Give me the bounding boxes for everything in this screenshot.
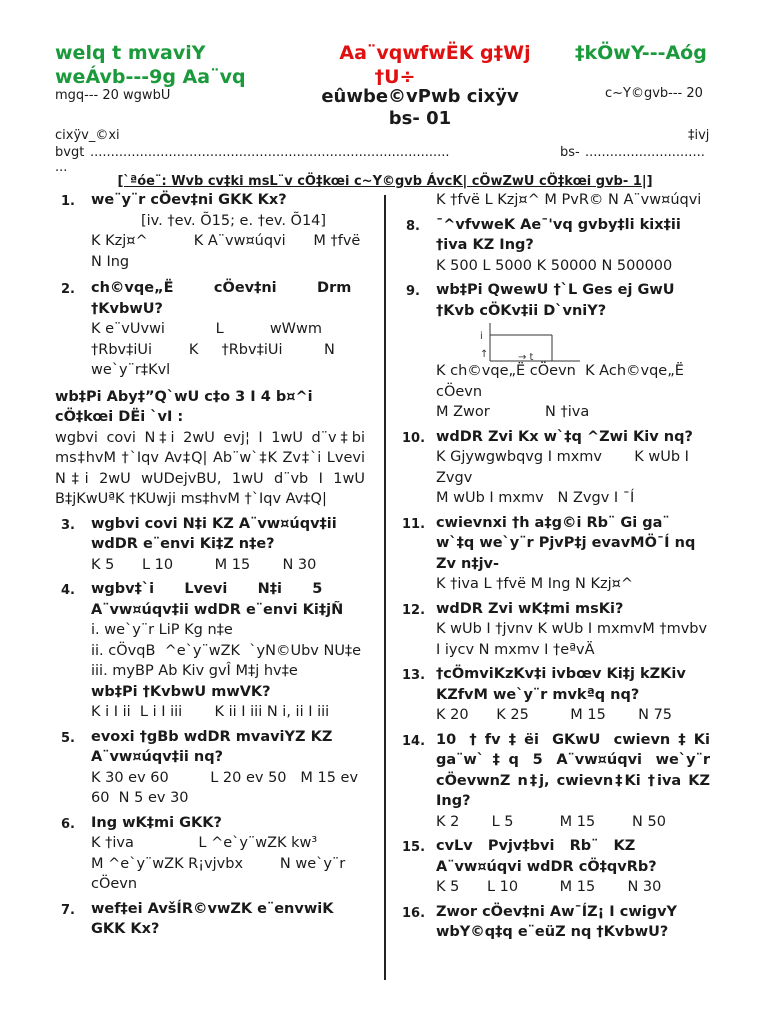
graph-y-arrow: ↑ xyxy=(480,349,489,360)
question-16: 16. Zwor cÖev‡ni Aw¯ÍZ¡ I cwigvY wbY©q‡q e¨eüZ nq †KvbwU? xyxy=(402,903,678,940)
header-time: mgq--- 20 wgwbU xyxy=(55,88,171,103)
instruction-text: [`ªóe¨: Wvb cv‡ki msL¨v cÖ‡kœi c~Y©gvb ÁvcK| cÖwZwU cÖ‡kœi gvb- 1|] xyxy=(117,174,653,189)
question-9: 9. wb‡Pi QwewU †`L Ges ej GwU †Kvb cÖKv‡ii D`vniY? xyxy=(406,282,675,319)
header-full-marks: c~Y©gvb--- 20 xyxy=(605,86,703,101)
question-11: 11. cwievnxi †h a‡g©i Rb¨ Gi ga¨ w`‡q we`y¨r PjvP‡j evavMÖ¯Í nq Zv n‡jv- K †iva L †fvë M Ing N Kzj¤^ xyxy=(402,514,696,592)
question-5: 5. evoxi †gBb wdDR mvaviYZ KZ A¨vw¤úqv‡ii nq? K 30 ev 60 L 20 ev 50 M 15 ev 60 N 5 ev 30 xyxy=(61,728,363,806)
header-left-line1: welq t mvaviY xyxy=(55,42,206,64)
number-label: bs- xyxy=(560,145,580,160)
right-column xyxy=(400,190,710,943)
header-number: bs- 01 xyxy=(388,108,452,129)
header-test: †U÷ xyxy=(374,66,416,88)
header-mcq: eûwbe©vPwb cixÿv xyxy=(321,86,519,107)
question-1: 1. we¨y¨r cÖev‡ni GKK Kx? [iv. †ev. Õ15; e. †ev. Õ14] K Kzj¤^ K A¨vw¤úqvi M †fvë N Ing xyxy=(61,192,375,270)
header-class: ‡kÖwY---Aóg xyxy=(575,42,707,64)
question-4: 4. wgbv‡`i Lvevi N‡i 5 A¨vw¤úqv‡ii wdDR e¨envi Ki‡jÑ i. we`y¨r LiP Kg n‡e ii. cÖvqB ^e`y¨wZK `yN©Ubv NU‡e iii. myBP Ab Kiv gvÎ M‡j hv‡e xyxy=(61,581,362,679)
number-dots: ............................. xyxy=(585,145,705,160)
column-divider xyxy=(384,195,386,980)
current-graph xyxy=(470,321,560,361)
name-label: bvgt xyxy=(55,145,85,160)
continuation-dots: ... xyxy=(55,160,68,175)
question-14: 14. 10 †fv‡ëi GKwU cwievn‡Ki ga¨w`‡q 5 A¨vw¤úqvi we`y¨r cÖevwnZ n‡j, cwievn‡Ki †iva KZ Ing? K 2 L 5 M 15 N 50 xyxy=(402,731,710,830)
header-left-line2: weÁvb---9g Aa¨vq xyxy=(55,66,246,88)
header-subject: Aa¨vqwfwËK g‡Wj xyxy=(339,42,531,64)
question-10: 10. wdDR Zvi Kx w`‡q ^Zwi Kiv nq? K Gjywgwbqvg I mxmv K wUb I Zvgv M wUb I mxmv N Zvgv I ¯Í xyxy=(402,428,693,506)
question-7-options: K †fvë L Kzj¤^ M PvR© N A¨vw¤úqvi xyxy=(436,192,702,208)
graph-y-label: i xyxy=(480,331,483,342)
question-15: 15. cvLv Pvjv‡bvi Rb¨ KZ A¨vw¤úqvi wdDR cÖ‡qvRb? K 5 L 10 M 15 N 30 xyxy=(402,838,662,895)
question-3: 3. wgbvi covi N‡i KZ A¨vw¤úqv‡ii wdDR e¨envi Ki‡Z n‡e? K 5 L 10 M 15 N 30 xyxy=(61,515,337,573)
question-9-options: K ch©vqe„Ë cÖevn K Ach©vqe„Ë cÖevn M Zwor N †iva xyxy=(436,363,684,420)
left-column xyxy=(55,190,375,940)
question-6: 6. Ing wK‡mi GKK? K †iva L ^e`y¨wZK kw³ M ^e`y¨wZK R¡vjvbx N we`y¨r cÖevn xyxy=(61,814,346,892)
graph-x-label: → t xyxy=(518,352,534,363)
question-13: 13. †cÖmviKzKv‡i ivbœv Ki‡j kZKiv KZfvM we`y¨r mvkªq nq? K 20 K 25 M 15 N 75 xyxy=(402,666,686,723)
question-4-prompt: wb‡Pi †KvbwU mwVK? K i I ii L i I iii K ii I iii N i, ii I iii xyxy=(91,683,330,720)
question-8: 8. ¯^vfvweK Ae¯'vq gvby‡li kix‡ii †iva KZ Ing? K 500 L 5000 K 50000 N 500000 xyxy=(406,216,681,274)
name-dots: ....................................................................................... xyxy=(90,145,450,160)
roll-label: ‡ivj xyxy=(688,128,710,143)
current-graph-svg xyxy=(470,321,580,365)
passage-heading: wb‡Pi Aby‡”Q`wU c‡o 3 I 4 b¤^i cÖ‡kœi DËi `vI : wgbvi covi N‡i 2wU evj¦ I 1wU d¨v‡bi ms‡hvM †`Iqv Av‡Q| Ab¨w`‡K Zv‡`i Lvevi N‡i 2wU wUDejvBU, 1wU d¨vb I 1wU B‡jKwUªK †KUwji ms‡hvM †`Iqv Av‡Q| xyxy=(55,388,365,507)
question-2: 2. ch©vqe„Ë cÖev‡ni Drm †KvbwU? K e¨vUvwi L wWwm †Rbv‡iUi K †Rbv‡iUi N we`y¨r‡Kvl xyxy=(61,280,357,378)
question-12: 12. wdDR Zvi wK‡mi msKi? K wUb I †jvnv K wUb I mxmvM †mvbv I iycv N mxmv I †eªvÄ xyxy=(402,600,708,658)
question-7: 7. wef‡ei AvšÍR©vwZK e¨envwiK GKK Kx? xyxy=(61,900,334,937)
examinee-label: cixÿv_©xi xyxy=(55,128,120,143)
